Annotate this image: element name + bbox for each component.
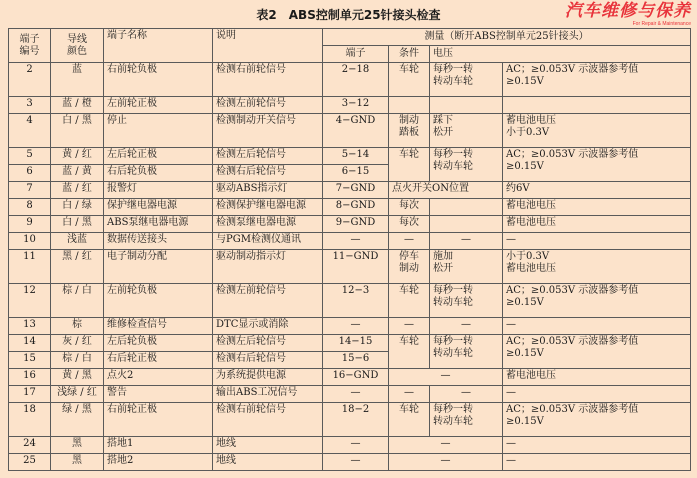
magazine-logo (565, 2, 691, 27)
cell-no: 9 (9, 216, 51, 233)
cell-cond: 制动 踏板 (389, 114, 430, 148)
header-terminal-no: 端子 编号 (9, 29, 51, 63)
cell-terminal: 11−GND (323, 250, 389, 284)
cell-cond: 车轮 (389, 63, 430, 97)
header-wire-color: 导线 颜色 (51, 29, 104, 63)
cell-state: 每秒一转 转动车轮 (430, 148, 503, 182)
cell-terminal: 16−GND (323, 369, 389, 386)
cell-name: 搭地2 (104, 454, 213, 471)
cell-state: 每秒一转 转动车轮 (430, 335, 503, 369)
cell-cond-span: — (389, 454, 503, 471)
cell-name: 左后轮正极 (104, 148, 213, 165)
cell-cond: 停车 制动 (389, 250, 430, 284)
table-row (9, 335, 691, 352)
cell-no: 24 (9, 437, 51, 454)
header-description: 说明 (213, 29, 323, 63)
table-row (9, 284, 691, 318)
cell-color: 棕 / 白 (51, 352, 104, 369)
cell-voltage: AC；≥0.053V 示波器参考值 ≥0.15V (503, 148, 691, 182)
cell-name: 搭地1 (104, 437, 213, 454)
cell-desc: 地线 (213, 437, 323, 454)
cell-desc: 与PGM检测仪通讯 (213, 233, 323, 250)
cell-desc: 驱动ABS指示灯 (213, 182, 323, 199)
cell-no: 2 (9, 63, 51, 97)
cell-name: 左后轮负极 (104, 335, 213, 352)
cell-desc: 地线 (213, 454, 323, 471)
cell-cond (389, 97, 430, 114)
cell-desc: DTC显示或消除 (213, 318, 323, 335)
cell-color: 蓝 / 橙 (51, 97, 104, 114)
cell-no: 13 (9, 318, 51, 335)
cell-state: 踩下 松开 (430, 114, 503, 148)
cell-name: 右后轮正极 (104, 352, 213, 369)
cell-desc: 驱动制动指示灯 (213, 250, 323, 284)
cell-color: 黑 / 红 (51, 250, 104, 284)
abs-connector-table (8, 28, 691, 471)
cell-no: 4 (9, 114, 51, 148)
cell-terminal: 3−12 (323, 97, 389, 114)
cell-no: 8 (9, 199, 51, 216)
table-row (9, 386, 691, 403)
cell-name: ABS泵继电器电源 (104, 216, 213, 233)
cell-color: 棕 / 白 (51, 284, 104, 318)
cell-desc: 检测右前轮信号 (213, 403, 323, 437)
cell-voltage: 蓄电池电压 (503, 199, 691, 216)
cell-color: 棕 (51, 318, 104, 335)
cell-color: 黑 (51, 454, 104, 471)
cell-voltage: — (503, 454, 691, 471)
cell-name: 右前轮正极 (104, 403, 213, 437)
cell-no: 15 (9, 352, 51, 369)
cell-state: 施加 松开 (430, 250, 503, 284)
header-condition: 条件 (389, 46, 430, 63)
cell-terminal: 8−GND (323, 199, 389, 216)
cell-no: 11 (9, 250, 51, 284)
table-row (9, 148, 691, 165)
cell-no: 14 (9, 335, 51, 352)
cell-no: 5 (9, 148, 51, 165)
cell-voltage: — (503, 386, 691, 403)
cell-color: 黄 / 黑 (51, 369, 104, 386)
cell-no: 10 (9, 233, 51, 250)
cell-voltage: 蓄电池电压 (503, 216, 691, 233)
cell-terminal: 14−15 (323, 335, 389, 352)
cell-color: 蓝 / 红 (51, 182, 104, 199)
table-row (9, 199, 691, 216)
cell-desc: 检测右前轮信号 (213, 63, 323, 97)
cell-name: 左前轮负极 (104, 284, 213, 318)
cell-cond: 每次 (389, 216, 430, 233)
cell-state (430, 97, 503, 114)
cell-desc: 输出ABS工况信号 (213, 386, 323, 403)
cell-cond: — (389, 233, 430, 250)
table-row (9, 403, 691, 437)
cell-no: 7 (9, 182, 51, 199)
cell-terminal: — (323, 318, 389, 335)
table-row (9, 63, 691, 97)
cell-state: 每秒一转 转动车轮 (430, 403, 503, 437)
cell-state: 每秒一转 转动车轮 (430, 63, 503, 97)
table-row (9, 182, 691, 199)
cell-cond: 每次 (389, 199, 430, 216)
cell-no: 3 (9, 97, 51, 114)
cell-name: 停止 (104, 114, 213, 148)
cell-desc: 检测左后轮信号 (213, 148, 323, 165)
cell-desc: 检测制动开关信号 (213, 114, 323, 148)
table-row (9, 233, 691, 250)
cell-state (430, 199, 503, 216)
cell-voltage: 蓄电池电压 小于0.3V (503, 114, 691, 148)
cell-cond: — (389, 318, 430, 335)
cell-voltage: — (503, 318, 691, 335)
cell-desc: 检测泵继电器电源 (213, 216, 323, 233)
cell-cond-span: — (389, 369, 503, 386)
cell-cond: 车轮 (389, 284, 430, 318)
cell-name: 右前轮负极 (104, 63, 213, 97)
cell-cond-span: — (389, 437, 503, 454)
table-row (9, 114, 691, 148)
cell-name: 右后轮负极 (104, 165, 213, 182)
cell-terminal: 9−GND (323, 216, 389, 233)
cell-color: 白 / 黑 (51, 216, 104, 233)
cell-voltage: AC；≥0.053V 示波器参考值 ≥0.15V (503, 335, 691, 369)
cell-cond: 车轮 (389, 403, 430, 437)
table-row (9, 318, 691, 335)
cell-voltage: AC；≥0.053V 示波器参考值 ≥0.15V (503, 284, 691, 318)
cell-no: 12 (9, 284, 51, 318)
cell-name: 左前轮正极 (104, 97, 213, 114)
cell-terminal: 6−15 (323, 165, 389, 182)
cell-desc: 检测保护继电器电源 (213, 199, 323, 216)
cell-color: 绿 / 黑 (51, 403, 104, 437)
cell-terminal: 4−GND (323, 114, 389, 148)
cell-color: 浅绿 / 红 (51, 386, 104, 403)
table-row (9, 250, 691, 284)
cell-no: 25 (9, 454, 51, 471)
cell-terminal: — (323, 233, 389, 250)
cell-cond: 车轮 (389, 335, 430, 369)
cell-state: — (430, 318, 503, 335)
table-row (9, 454, 691, 471)
table-title: 表2 ABS控制单元25针接头检查 (256, 8, 441, 22)
cell-voltage: 蓄电池电压 (503, 369, 691, 386)
cell-voltage: — (503, 437, 691, 454)
cell-terminal: — (323, 437, 389, 454)
cell-no: 18 (9, 403, 51, 437)
cell-desc: 检测左后轮信号 (213, 335, 323, 352)
cell-desc: 检测左前轮信号 (213, 284, 323, 318)
cell-name: 点火2 (104, 369, 213, 386)
header-terminal: 端子 (323, 46, 389, 63)
cell-terminal: 2−18 (323, 63, 389, 97)
cell-color: 黄 / 红 (51, 148, 104, 165)
table-row (9, 437, 691, 454)
cell-voltage (503, 97, 691, 114)
cell-desc: 为系统提供电源 (213, 369, 323, 386)
cell-terminal: — (323, 386, 389, 403)
cell-cond: 车轮 (389, 148, 430, 182)
cell-voltage: AC；≥0.053V 示波器参考值 ≥0.15V (503, 403, 691, 437)
cell-cond-span: 点火开关ON位置 (389, 182, 503, 199)
cell-name: 报警灯 (104, 182, 213, 199)
cell-terminal: 5−14 (323, 148, 389, 165)
cell-name: 警告 (104, 386, 213, 403)
cell-terminal: 7−GND (323, 182, 389, 199)
header-measure: 测量（断开ABS控制单元25针接头） (323, 29, 691, 46)
table-row (9, 216, 691, 233)
cell-voltage: — (503, 233, 691, 250)
logo-text: 汽车维修与保养 (565, 1, 691, 21)
table-row (9, 369, 691, 386)
cell-voltage: 小于0.3V 蓄电池电压 (503, 250, 691, 284)
cell-state: 每秒一转 转动车轮 (430, 284, 503, 318)
cell-desc: 检测左前轮信号 (213, 97, 323, 114)
cell-terminal: 12−3 (323, 284, 389, 318)
cell-state: — (430, 386, 503, 403)
cell-desc: 检测右后轮信号 (213, 165, 323, 182)
cell-color: 白 / 绿 (51, 199, 104, 216)
cell-cond: — (389, 386, 430, 403)
cell-state: — (430, 233, 503, 250)
cell-color: 黑 (51, 437, 104, 454)
cell-desc: 检测右后轮信号 (213, 352, 323, 369)
header-terminal-name: 端子名称 (104, 29, 213, 63)
cell-color: 白 / 黑 (51, 114, 104, 148)
cell-color: 灰 / 红 (51, 335, 104, 352)
cell-no: 16 (9, 369, 51, 386)
cell-name: 电子制动分配 (104, 250, 213, 284)
cell-name: 数据传送接头 (104, 233, 213, 250)
cell-color: 浅蓝 (51, 233, 104, 250)
cell-no: 6 (9, 165, 51, 182)
cell-terminal: 15−6 (323, 352, 389, 369)
cell-terminal: 18−2 (323, 403, 389, 437)
cell-no: 17 (9, 386, 51, 403)
table-row (9, 97, 691, 114)
cell-voltage: AC；≥0.053V 示波器参考值 ≥0.15V (503, 63, 691, 97)
logo-subtext: For Repair & Maintenance (632, 21, 691, 27)
cell-name: 维修检查信号 (104, 318, 213, 335)
header-voltage: 电压 (430, 46, 691, 63)
cell-color: 蓝 / 黄 (51, 165, 104, 182)
cell-state (430, 216, 503, 233)
cell-name: 保护继电器电源 (104, 199, 213, 216)
cell-terminal: — (323, 454, 389, 471)
cell-color: 蓝 (51, 63, 104, 97)
cell-voltage: 约6V (503, 182, 691, 199)
